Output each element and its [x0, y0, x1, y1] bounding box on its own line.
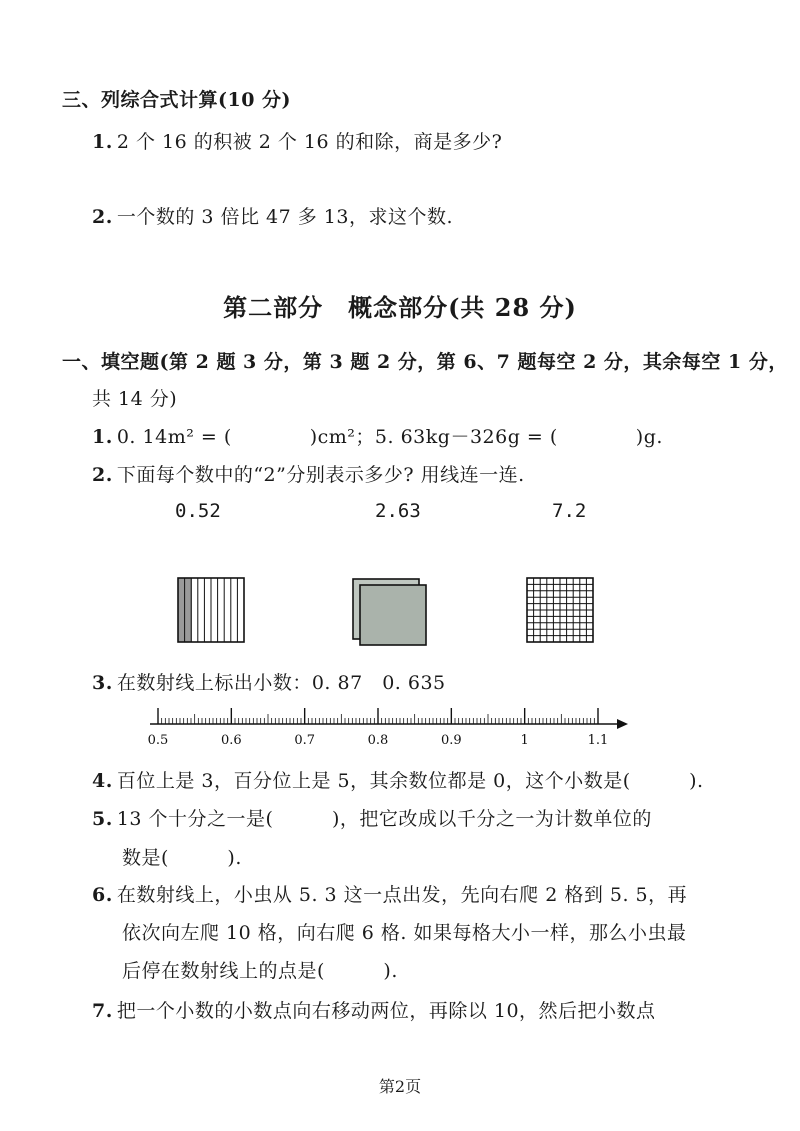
- question-text: 在数射线上，小虫从 5. 3 这一点出发，先向右爬 2 格到 5. 5，再: [116, 884, 688, 906]
- question-number: 5.: [92, 808, 113, 830]
- section-3-question-2: [92, 202, 453, 229]
- hundred-grid-figure: [527, 578, 593, 642]
- number-line-label: 1: [520, 733, 529, 748]
- question-text: 13 个十分之一是( )，把它改成以千分之一为计数单位的: [116, 808, 652, 830]
- question-number: 2.: [92, 206, 113, 228]
- number-line-label: 0.9: [440, 733, 462, 748]
- section-3-question-1: [92, 127, 502, 154]
- decimal-3: 7.2: [552, 500, 587, 522]
- number-line-label: 0.7: [294, 733, 316, 748]
- page-number: 第2页: [378, 1077, 422, 1096]
- question-text: 一个数的 3 倍比 47 多 13，求这个数.: [116, 206, 454, 228]
- question-number: 1.: [92, 131, 113, 153]
- question-number: 7.: [92, 1000, 113, 1022]
- question-text: 下面每个数中的“2”分别表示多少? 用线连一连.: [116, 464, 525, 486]
- fill-blank-question-6-line-3: 后停在数射线上的点是( ).: [122, 960, 398, 982]
- question-text: 0. 14m² = ( )cm²；5. 63kg－326g = ( )g.: [116, 426, 663, 448]
- question-text: 把一个小数的小数点向右移动两位，再除以 10，然后把小数点: [116, 1000, 656, 1022]
- stripe-square-figure: [178, 578, 244, 642]
- decimal-1: 0.52: [175, 500, 221, 522]
- number-line-label: 0.5: [147, 733, 169, 748]
- question-number: 4.: [92, 770, 113, 792]
- fill-blank-question-3: [92, 668, 446, 695]
- question-text: 在数射线上标出小数：0. 87 0. 635: [116, 672, 446, 694]
- question-text: 2 个 16 的积被 2 个 16 的和除，商是多少?: [116, 131, 503, 153]
- fill-blank-question-6-line-1: [92, 880, 687, 907]
- shaded-squares-figure: [352, 578, 428, 646]
- question-number: 6.: [92, 884, 113, 906]
- fill-blank-question-7: [92, 996, 656, 1023]
- decimal-2: 2.63: [375, 500, 421, 522]
- fill-blank-question-2: [92, 460, 525, 487]
- fill-blank-question-5-line-1: [92, 804, 652, 831]
- question-number: 2.: [92, 464, 113, 486]
- fill-blank-title-line-2: 共 14 分): [92, 388, 178, 410]
- fill-blank-question-4: [92, 766, 704, 793]
- fill-blank-title-line-1: 一、填空题(第 2 题 3 分，第 3 题 2 分，第 6、7 题每空 2 分，其余每空 1 分，: [62, 351, 788, 373]
- number-line-label: 0.6: [220, 733, 242, 748]
- part-2-heading: 第二部分 概念部分(共 28 分): [223, 293, 577, 322]
- question-text: 百位上是 3，百分位上是 5，其余数位都是 0，这个小数是( ).: [116, 770, 704, 792]
- fill-blank-question-1: [92, 422, 663, 449]
- question-number: 1.: [92, 426, 113, 448]
- number-line: [0, 700, 800, 756]
- question-number: 3.: [92, 672, 113, 694]
- section-3-title: 三、列综合式计算(10 分): [62, 89, 292, 111]
- fill-blank-question-6-line-2: 依次向左爬 10 格，向右爬 6 格. 如果每格大小一样，那么小虫最: [122, 922, 687, 944]
- number-line-label: 0.8: [367, 733, 389, 748]
- number-line-label: 1.1: [587, 733, 609, 748]
- fill-blank-question-5-line-2: 数是( ).: [122, 847, 242, 869]
- number-line-arrow: [617, 719, 628, 729]
